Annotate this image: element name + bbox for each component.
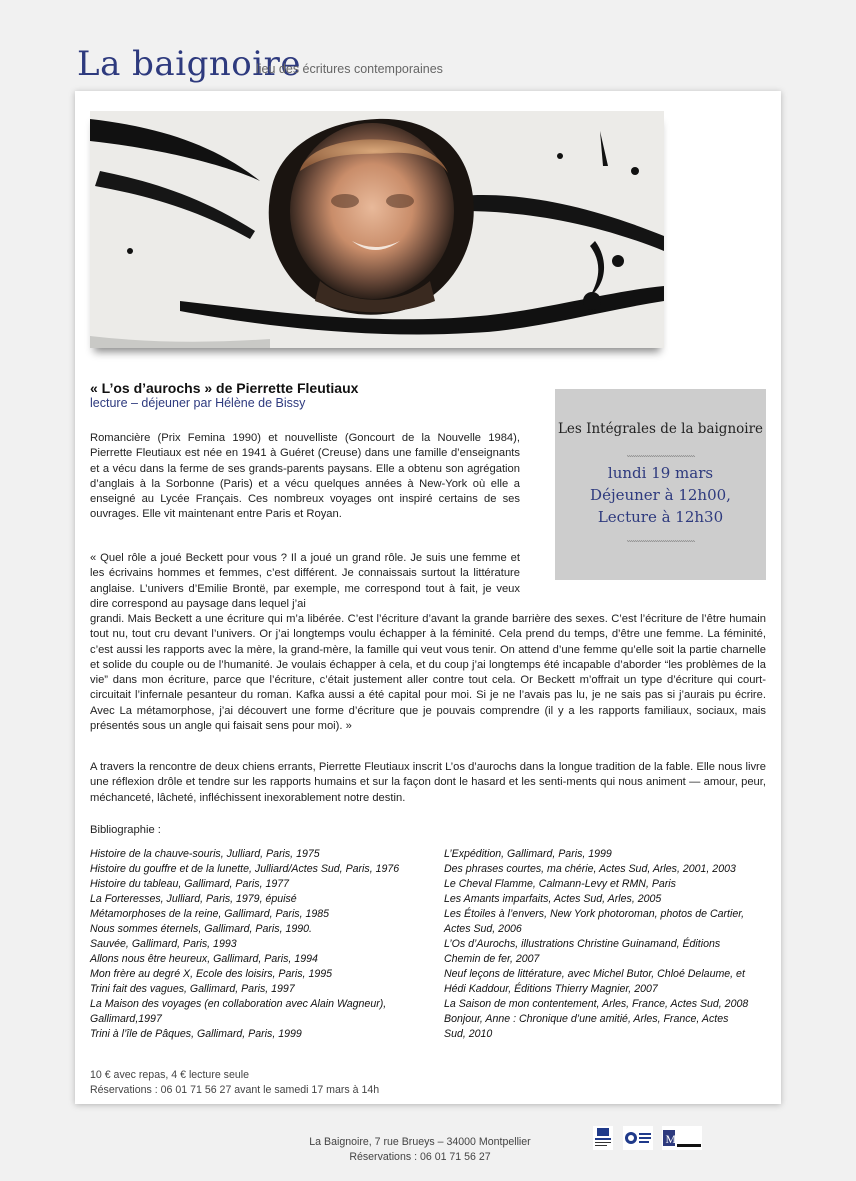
bibliography-left xyxy=(90,847,430,1042)
list-item: Des phrases courtes, ma chérie, Actes Sud, Arles, 2001, 2003 xyxy=(444,863,736,875)
list-item: Trini à l’île de Pâques, Gallimard, Paris, 1999 xyxy=(90,1028,302,1040)
hero-image xyxy=(90,111,664,348)
reservation-line: Réservations : 06 01 71 56 27 avant le samedi 17 mars à 14h xyxy=(90,1084,380,1096)
list-item: Les Étoiles à l’envers, New York photoroman, photos de Cartier, xyxy=(444,908,745,920)
brand-tagline: lieu des écritures contemporaines xyxy=(256,62,443,76)
bibliography-right xyxy=(444,847,774,1042)
list-item: Sauvée, Gallimard, Paris, 1993 xyxy=(90,938,237,950)
list-item: L’Os d’Aurochs, illustrations Christine Guinamand, Éditions xyxy=(444,938,721,950)
list-item: La Saison de mon contentement, Arles, France, Actes Sud, 2008 xyxy=(444,998,749,1010)
list-item: Mon frère au degré X, Ecole des loisirs, Paris, 1995 xyxy=(90,968,333,980)
sponsor-logo-2 xyxy=(623,1126,653,1150)
separator-bottom: ˏˏˏˏˏˏˏˏˏˏˏˏˏˏˏˏˏˏˏˏˏˏˏˏˏˏˏˏˏˏˏˏˏˏ xyxy=(626,533,695,543)
sponsor-logo-3 xyxy=(662,1126,702,1150)
list-item: Sud, 2010 xyxy=(444,1028,493,1040)
event-title: « L’os d’aurochs » de Pierrette Fleutiaux xyxy=(90,380,359,396)
event-date xyxy=(555,462,766,528)
list-item: Histoire du tableau, Gallimard, Paris, 1977 xyxy=(90,878,290,890)
list-item: La Forteresses, Julliard, Paris, 1979, épuisé xyxy=(90,893,297,905)
list-item: Le Cheval Flamme, Calmann-Levy et RMN, Paris xyxy=(444,878,676,890)
footer xyxy=(270,1135,570,1165)
separator-top: ˏˏˏˏˏˏˏˏˏˏˏˏˏˏˏˏˏˏˏˏˏˏˏˏˏˏˏˏˏˏˏˏˏˏ xyxy=(626,448,695,458)
lunch-time: Déjeuner à 12h00, xyxy=(590,486,731,504)
quote-paragraph-start: « Quel rôle a joué Beckett pour vous ? Il a joué un grand rôle. Je suis une femme et les écrivains hommes et femmes, c’est différent. Je connaissais surtout la littérature anglaise. L’univers d’Emilie Brontë, par exemple, me correspond tout à fait, je veux dire correspond au paysage dans lequel j’ai xyxy=(90,552,520,610)
reading-time: Lecture à 12h30 xyxy=(597,508,724,526)
event-subtitle: lecture – déjeuner par Hélène de Bissy xyxy=(90,396,306,410)
brand-title: La baignoire xyxy=(77,44,301,84)
date-line: lundi 19 mars xyxy=(607,464,714,482)
svg-text:M: M xyxy=(665,1132,677,1146)
quote-paragraph-continued: grandi. Mais Beckett a une écriture qui m’a libérée. C’est l’écriture d’avant la grande barrière des sexes. C’est l’écriture de l’être humain tout nu, tout cru devant l’univers. Or j’ai longtemps voulu échapper à la féminité. Cela prend du temps, d’être une femme. La féminité, c’est aussi les rapports avec la mère, la grand-mère, la famille qui veut vous tenir. On attend d’une femme qu’elle soit la partie charnelle et solide du couple ou de l’humanité. Je voulais échapper à cela, et du coup j’ai longtemps été incapable d’aborder “les problèmes de la vie” dans mon écriture, parce que l’écriture, c’était justement aller contre tout cela. Or Beckett m’offrait un type d’écriture qui court-circuitait l’infernale pesanteur du roman. Kafka aussi a été capital pour moi. Si je ne l’avais pas lu, je ne sais pas si j’aurais pu écrire. Avec La métamorphose, j’ai découvert une forme d’écriture que je pouvais comprendre (il y a les rapports familiaux, sociaux, mais présentés sous un angle qui faisait sens pour moi). » xyxy=(90,613,766,733)
portrait-illustration xyxy=(90,111,664,348)
list-item: Histoire du gouffre et de la lunette, Julliard/Actes Sud, Paris, 1976 xyxy=(90,863,400,875)
list-item: Histoire de la chauve-souris, Julliard, Paris, 1975 xyxy=(90,848,320,860)
list-item: Actes Sud, 2006 xyxy=(444,923,522,935)
sponsor-logo-1 xyxy=(593,1126,613,1150)
list-item: Neuf leçons de littérature, avec Michel Butor, Chloé Delaume, et xyxy=(444,968,745,980)
series-heading: Les Intégrales de la baignoire xyxy=(557,421,764,437)
footer-address: La Baignoire, 7 rue Brueys – 34000 Montpellier xyxy=(309,1136,531,1148)
list-item: Les Amants imparfaits, Actes Sud, Arles, 2005 xyxy=(444,893,662,905)
price-line: 10 € avec repas, 4 € lecture seule xyxy=(90,1069,250,1081)
list-item: L’Expédition, Gallimard, Paris, 1999 xyxy=(444,848,612,860)
list-item: Bonjour, Anne : Chronique d’une amitié, Arles, France, Actes xyxy=(444,1013,729,1025)
list-item: Allons nous être heureux, Gallimard, Paris, 1994 xyxy=(90,953,318,965)
list-item: Chemin de fer, 2007 xyxy=(444,953,540,965)
list-item: Nous sommes éternels, Gallimard, Paris, 1990. xyxy=(90,923,312,935)
bibliography-heading: Bibliographie : xyxy=(90,824,161,836)
bio-paragraph: Romancière (Prix Femina 1990) et nouvelliste (Goncourt de la Nouvelle 1984), Pierrette Fleutiaux est née en 1941 à Guéret (Creuse) dans une famille d’enseignants et a vécu dans la ferme de ses grands-parents paysans. Elle a obtenu son agrégation d’anglais à la Sorbonne (Paris) et a vécu quelques années à New-York où elle a enseigné au Lycée Français. Ces nombreux voyages ont inspiré certains de ses ouvrages. Elle vit maintenant entre Paris et Royan. xyxy=(90,432,520,521)
footer-reservations: Réservations : 06 01 71 56 27 xyxy=(349,1151,491,1163)
list-item: Gallimard,1997 xyxy=(90,1013,162,1025)
list-item: Métamorphoses de la reine, Gallimard, Paris, 1985 xyxy=(90,908,330,920)
list-item: Trini fait des vagues, Gallimard, Paris, 1997 xyxy=(90,983,295,995)
event-info-box xyxy=(555,389,766,580)
summary-paragraph: A travers la rencontre de deux chiens errants, Pierrette Fleutiaux inscrit L’os d’aurochs dans la longue tradition de la fable. Elle nous livre une réflexion drôle et tendre sur les rapports humains et sur la façon dont le hasard et les senti-ments qui nous animent — amour, peur, méchanceté, lâcheté, infléchissent inexorablement notre destin. xyxy=(90,761,766,804)
list-item: La Maison des voyages (en collaboration avec Alain Wagneur), xyxy=(90,998,387,1010)
list-item: Hédi Kaddour, Éditions Thierry Magnier, 2007 xyxy=(444,983,658,995)
pricing-info xyxy=(90,1068,379,1098)
